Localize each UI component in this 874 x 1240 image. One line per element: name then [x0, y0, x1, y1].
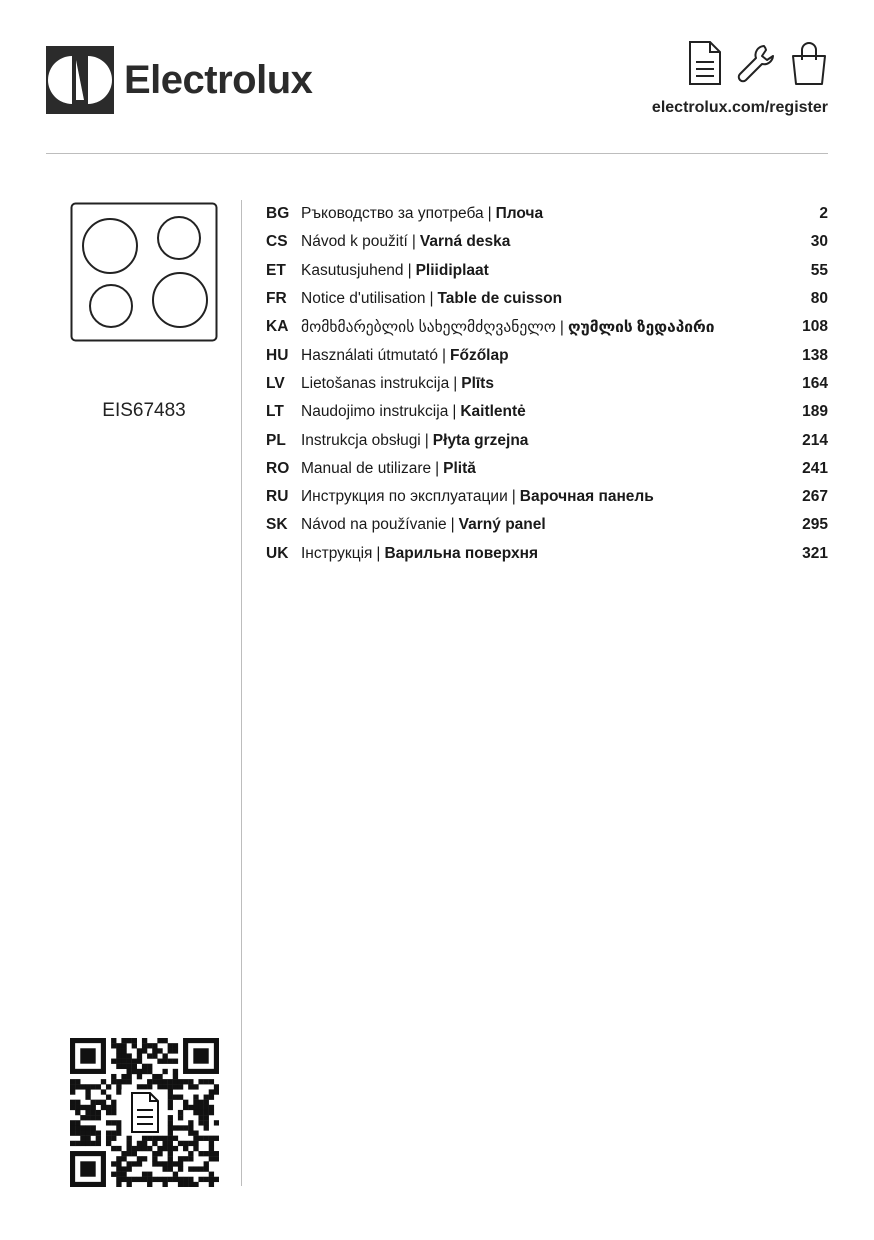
- toc-separator: |: [442, 346, 447, 364]
- toc-page-number: 189: [802, 403, 828, 421]
- toc-manual-title: Kasutusjuhend: [301, 261, 404, 279]
- toc-page-number: 164: [802, 374, 828, 392]
- toc-language-code: RO: [266, 459, 290, 477]
- toc-product-name: Table de cuisson: [437, 290, 563, 308]
- toc-page-number: 80: [810, 290, 828, 308]
- toc-separator: |: [487, 205, 492, 223]
- toc-language-code: CS: [266, 233, 288, 251]
- toc-language-code: LV: [266, 374, 285, 392]
- toc-language-code: LT: [266, 403, 284, 421]
- toc-manual-title: Lietošanas instrukcija: [301, 374, 450, 392]
- header-icons: [688, 40, 828, 86]
- toc-entry: [301, 375, 778, 393]
- toc-entry: [301, 233, 778, 251]
- toc-manual-title: Návod k použití: [301, 233, 408, 251]
- toc-entry: [301, 488, 778, 506]
- toc-product-name: Варильна поверхня: [384, 544, 538, 562]
- toc-row[interactable]: [266, 455, 828, 483]
- toc-entry: [301, 403, 778, 421]
- toc-product-name: Plită: [443, 459, 476, 477]
- hob-illustration: [70, 202, 218, 342]
- toc-row[interactable]: [266, 426, 828, 454]
- wrench-icon: [736, 42, 776, 86]
- toc-separator: |: [450, 516, 455, 534]
- toc-language-code: BG: [266, 205, 290, 223]
- toc-row[interactable]: [266, 540, 828, 568]
- toc-manual-title: Інструкція: [301, 544, 373, 562]
- toc-manual-title: Instrukcja obsługi: [301, 431, 421, 449]
- qr-code[interactable]: [70, 1038, 219, 1187]
- toc-separator: |: [376, 544, 381, 562]
- toc-separator: |: [411, 233, 416, 251]
- toc-separator: |: [453, 374, 458, 392]
- toc-page-number: 138: [802, 346, 828, 364]
- toc-product-name: Pliidiplaat: [415, 261, 489, 279]
- brand-logo: [46, 46, 312, 114]
- toc-separator: |: [424, 431, 429, 449]
- toc-page-number: 108: [802, 318, 828, 336]
- toc-page-number: 30: [810, 233, 828, 251]
- toc-page-number: 2: [819, 205, 828, 223]
- toc-product-name: Főzőlap: [450, 346, 509, 364]
- toc-manual-title: Notice d'utilisation: [301, 290, 426, 308]
- toc-page-number: 267: [802, 488, 828, 506]
- model-number: EIS67483: [102, 400, 186, 421]
- document-icon: [688, 40, 722, 86]
- toc-row[interactable]: [266, 341, 828, 369]
- toc-product-name: Плоча: [495, 205, 544, 223]
- toc-page-number: 55: [810, 261, 828, 279]
- register-url[interactable]: electrolux.com/register: [651, 99, 828, 116]
- header-divider: [46, 153, 828, 154]
- toc-separator: |: [429, 290, 434, 308]
- toc-manual-title: მომხმარებლის სახელმძღვანელო: [301, 318, 556, 336]
- toc-entry: [301, 205, 778, 223]
- toc-row[interactable]: [266, 370, 828, 398]
- toc-page-number: 214: [802, 431, 828, 449]
- toc-separator: |: [559, 318, 564, 336]
- toc-language-code: PL: [266, 431, 286, 449]
- toc-language-code: FR: [266, 290, 287, 308]
- toc-manual-title: Ръководство за употреба: [301, 205, 484, 223]
- toc-row[interactable]: [266, 228, 828, 256]
- language-toc: [266, 200, 828, 568]
- toc-entry: [301, 318, 778, 337]
- electrolux-logo-icon: [46, 46, 114, 114]
- toc-language-code: RU: [266, 488, 289, 506]
- toc-language-code: HU: [266, 346, 289, 364]
- toc-language-code: ET: [266, 261, 286, 279]
- toc-page-number: 295: [802, 516, 828, 534]
- toc-product-name: Varná deska: [419, 233, 511, 251]
- toc-product-name: Варочная панель: [519, 488, 654, 506]
- toc-manual-title: Használati útmutató: [301, 346, 438, 364]
- toc-product-name: Płyta grzejna: [432, 431, 529, 449]
- toc-row[interactable]: [266, 200, 828, 228]
- toc-language-code: KA: [266, 318, 289, 336]
- toc-entry: [301, 347, 778, 365]
- toc-language-code: UK: [266, 544, 289, 562]
- toc-separator: |: [511, 488, 516, 506]
- toc-entry: [301, 545, 778, 563]
- toc-separator: |: [435, 459, 440, 477]
- toc-row[interactable]: [266, 285, 828, 313]
- toc-entry: [301, 432, 778, 450]
- toc-row[interactable]: [266, 483, 828, 511]
- toc-entry: [301, 262, 778, 280]
- toc-row[interactable]: [266, 398, 828, 426]
- shopping-bag-icon: [790, 40, 828, 86]
- toc-product-name: Kaitlentė: [460, 403, 526, 421]
- toc-row[interactable]: [266, 511, 828, 539]
- toc-entry: [301, 460, 778, 478]
- toc-manual-title: Инструкция по эксплуатации: [301, 488, 508, 506]
- toc-row[interactable]: [266, 257, 828, 285]
- toc-language-code: SK: [266, 516, 288, 534]
- toc-manual-title: Návod na používanie: [301, 516, 447, 534]
- toc-manual-title: Naudojimo instrukcija: [301, 403, 449, 421]
- toc-product-name: ღუმლის ზედაპირი: [567, 318, 715, 336]
- column-divider: [241, 200, 242, 1186]
- toc-manual-title: Manual de utilizare: [301, 459, 432, 477]
- qr-document-icon: [132, 1093, 158, 1132]
- toc-separator: |: [452, 403, 457, 421]
- toc-entry: [301, 516, 778, 534]
- brand-name: Electrolux: [124, 57, 313, 102]
- toc-product-name: Plīts: [461, 374, 494, 392]
- toc-page-number: 241: [802, 459, 828, 477]
- toc-row[interactable]: [266, 313, 828, 341]
- toc-separator: |: [407, 261, 412, 279]
- toc-page-number: 321: [802, 544, 828, 562]
- toc-entry: [301, 290, 778, 308]
- toc-product-name: Varný panel: [458, 516, 546, 534]
